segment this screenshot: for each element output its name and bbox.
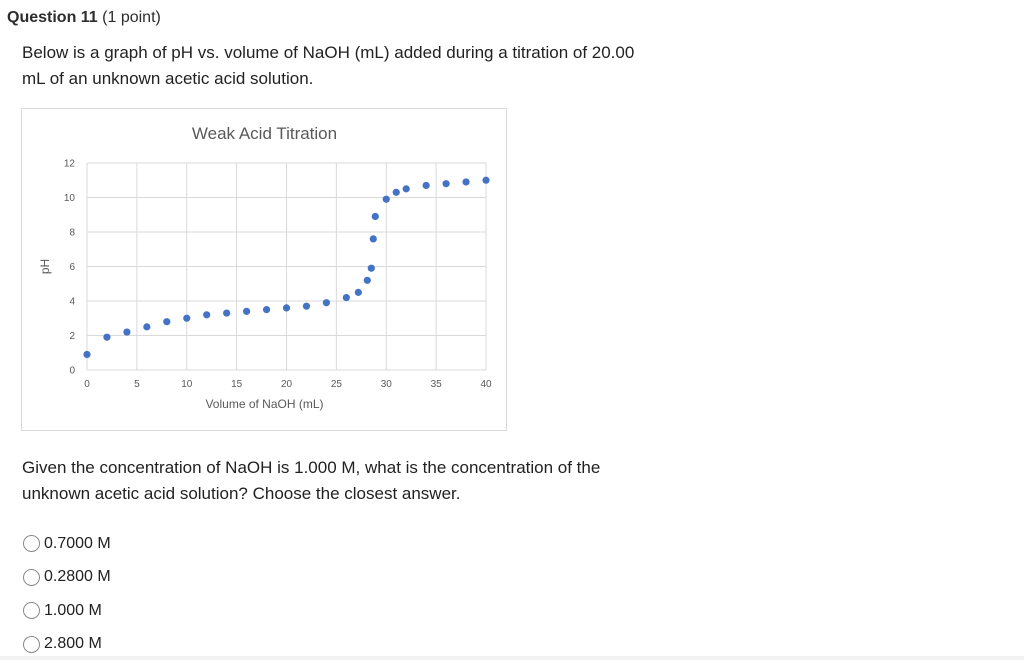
question-intro-text: Below is a graph of pH vs. volume of NaOH (mL) added during a titration of 20.00 mL of an unknown acetic acid solution. bbox=[22, 40, 662, 92]
data-point bbox=[143, 323, 150, 330]
answer-option-3[interactable] bbox=[23, 594, 111, 628]
x-tick-label: 25 bbox=[331, 379, 343, 390]
data-point bbox=[443, 180, 450, 187]
data-point bbox=[423, 182, 430, 189]
answer-option-1[interactable] bbox=[23, 527, 111, 561]
data-point bbox=[370, 235, 377, 242]
data-point bbox=[123, 328, 130, 335]
data-point bbox=[383, 196, 390, 203]
question-points: (1 point) bbox=[102, 9, 161, 26]
data-point bbox=[355, 289, 362, 296]
x-tick-label: 10 bbox=[181, 379, 193, 390]
y-tick-label: 12 bbox=[64, 159, 76, 170]
data-point bbox=[243, 308, 250, 315]
data-point bbox=[323, 299, 330, 306]
data-point bbox=[372, 213, 379, 220]
data-point bbox=[203, 311, 210, 318]
x-axis-label: Volume of NaOH (mL) bbox=[205, 397, 323, 411]
data-point bbox=[393, 189, 400, 196]
titration-chart bbox=[21, 108, 507, 431]
bottom-scroll-edge bbox=[0, 656, 1024, 660]
data-point bbox=[303, 303, 310, 310]
y-tick-label: 2 bbox=[69, 331, 75, 342]
chart-svg bbox=[22, 109, 508, 432]
radio-button-icon[interactable] bbox=[23, 636, 40, 653]
data-point bbox=[283, 304, 290, 311]
data-point bbox=[163, 318, 170, 325]
y-tick-label: 10 bbox=[64, 193, 76, 204]
data-point bbox=[223, 309, 230, 316]
question-header bbox=[7, 9, 161, 27]
data-point bbox=[263, 306, 270, 313]
data-point bbox=[103, 334, 110, 341]
radio-button-icon[interactable] bbox=[23, 535, 40, 552]
data-point bbox=[183, 315, 190, 322]
y-tick-label: 0 bbox=[69, 366, 75, 377]
x-tick-label: 5 bbox=[134, 379, 140, 390]
data-point bbox=[83, 351, 90, 358]
answer-option-label[interactable]: 1.000 M bbox=[44, 602, 102, 620]
answer-options bbox=[23, 527, 111, 661]
answer-option-2[interactable] bbox=[23, 561, 111, 595]
y-axis-label: pH bbox=[38, 259, 52, 274]
question-prompt-text: Given the concentration of NaOH is 1.000 M, what is the concentration of the unknown acetic acid solution? Choose the closest answer. bbox=[22, 455, 662, 507]
answer-option-label[interactable]: 2.800 M bbox=[44, 635, 102, 653]
data-point bbox=[462, 178, 469, 185]
x-tick-label: 35 bbox=[431, 379, 443, 390]
data-point bbox=[482, 177, 489, 184]
radio-button-icon[interactable] bbox=[23, 569, 40, 586]
question-number: Question 11 bbox=[7, 9, 98, 26]
x-tick-label: 0 bbox=[84, 379, 90, 390]
x-tick-label: 20 bbox=[281, 379, 293, 390]
x-tick-label: 30 bbox=[381, 379, 393, 390]
y-tick-label: 8 bbox=[69, 228, 75, 239]
data-point bbox=[368, 265, 375, 272]
x-tick-label: 15 bbox=[231, 379, 243, 390]
data-point bbox=[343, 294, 350, 301]
data-point bbox=[403, 185, 410, 192]
data-point bbox=[364, 277, 371, 284]
y-tick-label: 4 bbox=[69, 297, 75, 308]
chart-title: Weak Acid Titration bbox=[192, 124, 337, 143]
x-tick-label: 40 bbox=[480, 379, 492, 390]
radio-button-icon[interactable] bbox=[23, 602, 40, 619]
answer-option-label[interactable]: 0.7000 M bbox=[44, 535, 111, 553]
answer-option-label[interactable]: 0.2800 M bbox=[44, 568, 111, 586]
y-tick-label: 6 bbox=[69, 262, 75, 273]
